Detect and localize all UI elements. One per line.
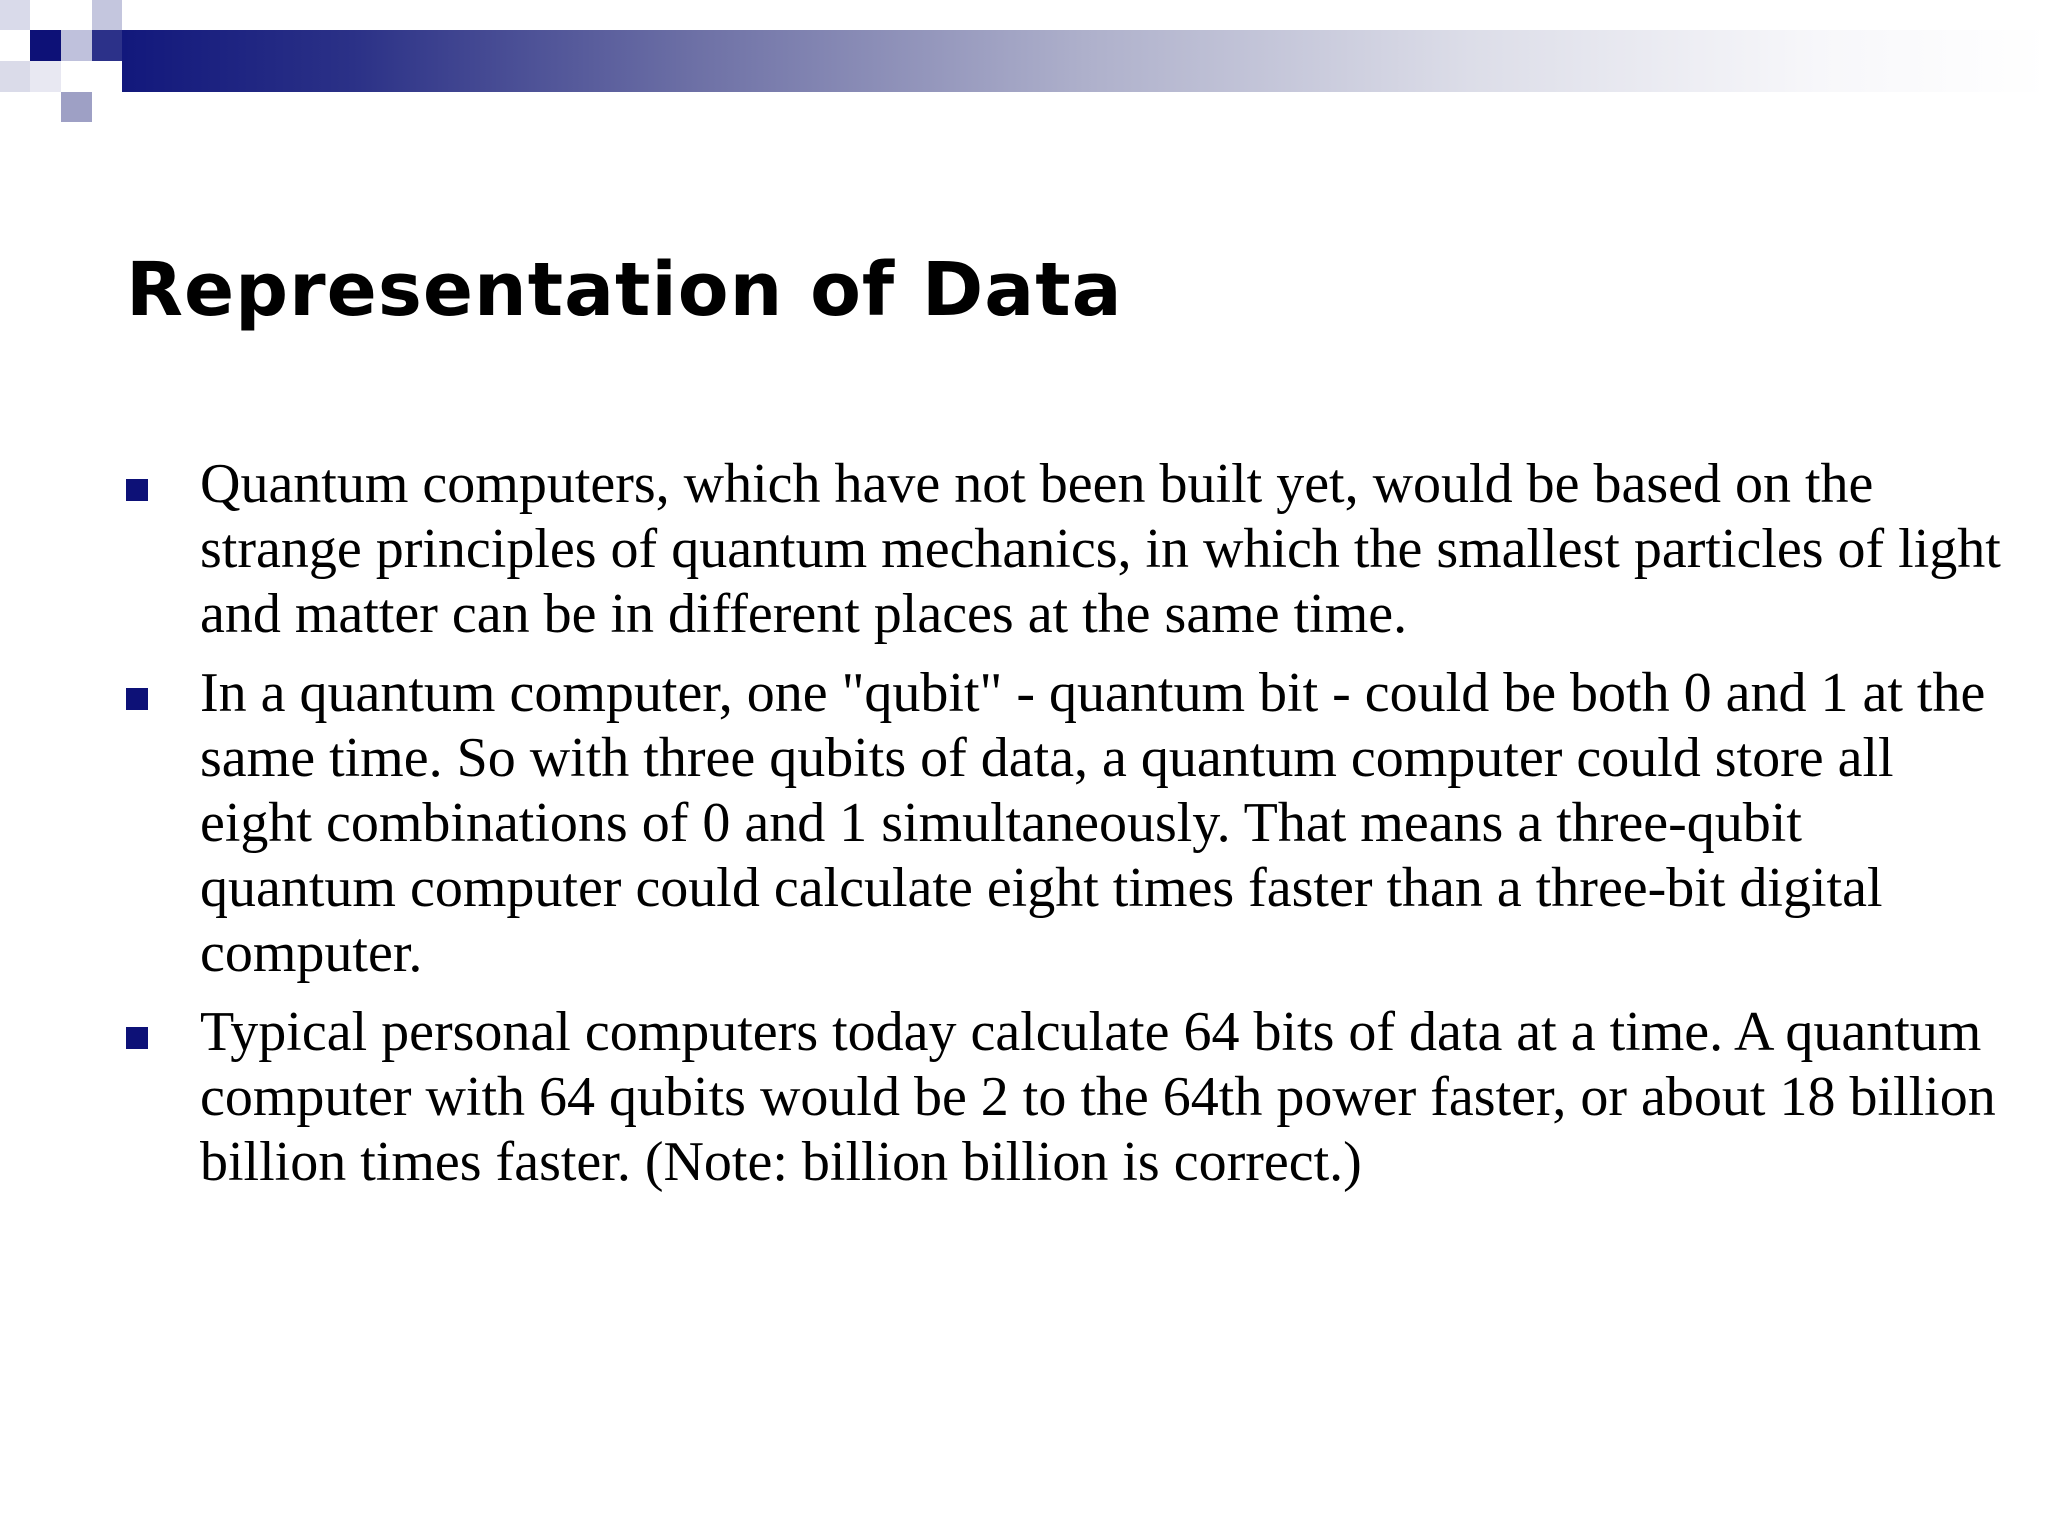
square-bullet-icon <box>126 688 148 710</box>
header-gradient-band <box>122 30 2048 92</box>
decor-square <box>92 30 122 61</box>
bullet-text: Quantum computers, which have not been built yet, would be based on the strange principles of quantum mechanics, in which the smallest particles of light and matter can be in different places at the same time. <box>200 453 2001 645</box>
bullet-text: In a quantum computer, one "qubit" - quantum bit - could be both 0 and 1 at the same time. So with three qubits of data, a quantum computer could store all eight combinations of 0 and 1 simultaneously. That means a three-qubit quantum computer could calculate eight times faster than a three-bit digital computer. <box>200 662 1986 984</box>
decor-square <box>92 0 122 30</box>
decor-square <box>61 30 92 61</box>
decor-square <box>0 0 30 30</box>
square-bullet-icon <box>126 1027 148 1049</box>
bullet-text: Typical personal computers today calculate 64 bits of data at a time. A quantum computer with 64 qubits would be 2 to the 64th power faster, or about 18 billion billion times faster. (Note: billion billion is correct.) <box>200 1001 1996 1193</box>
decor-square <box>61 92 92 122</box>
decor-square <box>0 61 30 92</box>
slide-title: Representation of Data <box>126 247 1123 333</box>
bullet-list <box>126 452 2006 1209</box>
bullet-item <box>126 1000 2006 1195</box>
square-bullet-icon <box>126 479 148 501</box>
decor-square <box>30 61 61 92</box>
bullet-item <box>126 452 2006 647</box>
decor-square <box>30 30 61 61</box>
bullet-item <box>126 661 2006 986</box>
